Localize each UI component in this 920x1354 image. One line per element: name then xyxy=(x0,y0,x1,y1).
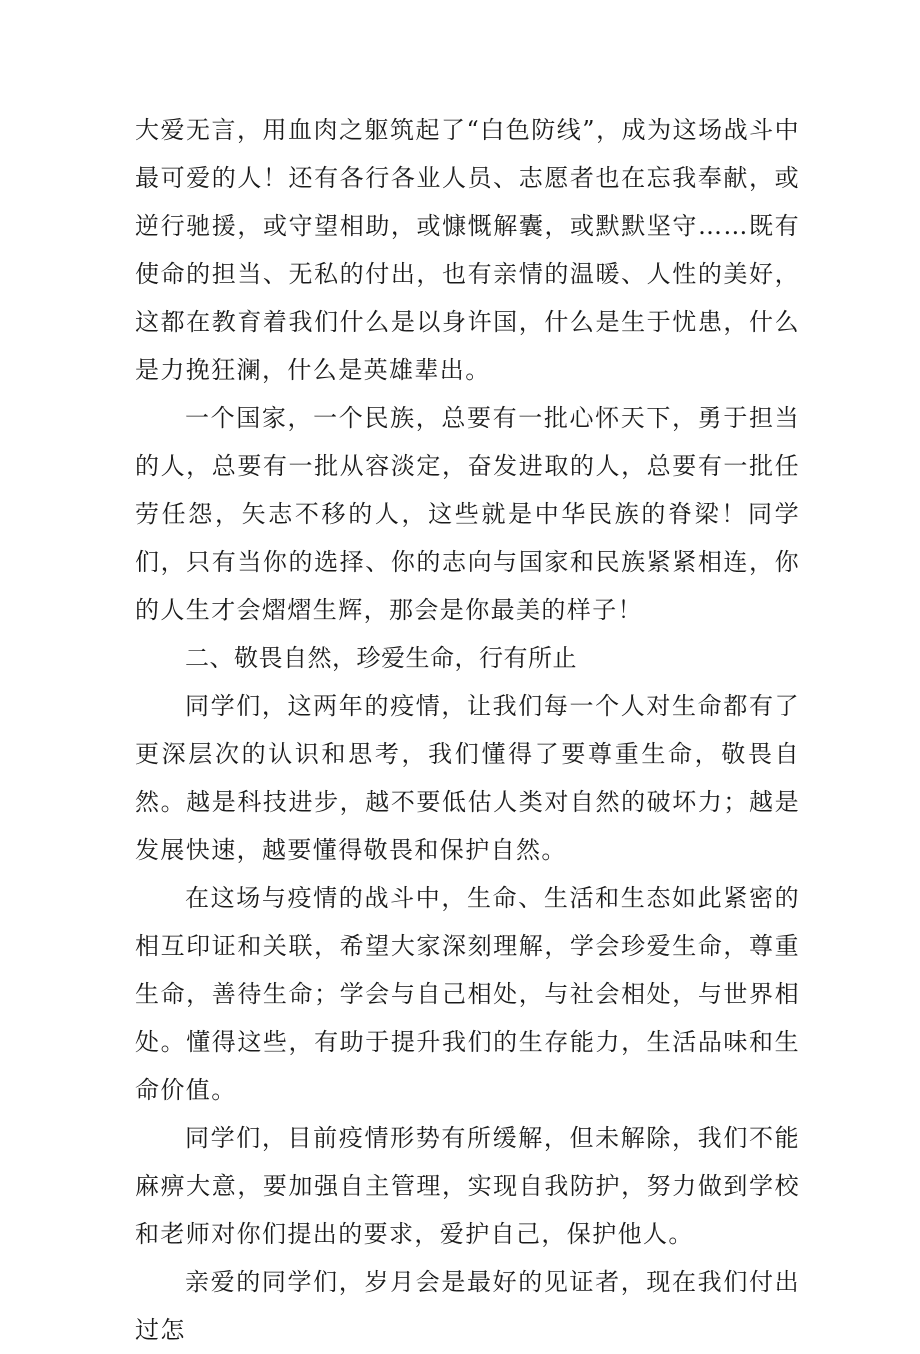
paragraph-continued: 大爱无言，用血肉之躯筑起了“白色防线”，成为这场战斗中最可爱的人！还有各行各业人员、志愿者也在忘我奉献，或逆行驰援，或守望相助，或慷慨解囊，或默默坚守……既有使命的担当、无私的付出，也有亲情的温暖、人性的美好，这都在教育着我们什么是以身许国，什么是生于忧患，什么是力挽狂澜，什么是英雄辈出。 xyxy=(135,116,800,384)
paragraph: 在这场与疫情的战斗中，生命、生活和生态如此紧密的相互印证和关联，希望大家深刻理解，学会珍爱生命，尊重生命，善待生命；学会与自己相处，与社会相处，与世界相处。懂得这些，有助于提升我们的生存能力，生活品味和生命价值。 xyxy=(135,884,800,1104)
paragraph-truncated: 亲爱的同学们，岁月会是最好的见证者，现在我们付出过怎 xyxy=(135,1268,800,1344)
paragraph: 同学们，目前疫情形势有所缓解，但未解除，我们不能麻痹大意，要加强自主管理，实现自我防护，努力做到学校和老师对你们提出的要求，爱护自己，保护他人。 xyxy=(135,1124,800,1248)
paragraph: 同学们，这两年的疫情，让我们每一个人对生命都有了更深层次的认识和思考，我们懂得了要尊重生命，敬畏自然。越是科技进步，越不要低估人类对自然的破坏力；越是发展快速，越要懂得敬畏和保护自然。 xyxy=(135,692,800,864)
paragraph: 一个国家，一个民族，总要有一批心怀天下，勇于担当的人，总要有一批从容淡定，奋发进取的人，总要有一批任劳任怨，矢志不移的人，这些就是中华民族的脊梁！同学们，只有当你的选择、你的志向与国家和民族紧紧相连，你的人生才会熠熠生辉，那会是你最美的样子！ xyxy=(135,404,800,624)
document-body xyxy=(135,106,800,1354)
section-heading: 二、敬畏自然，珍爱生命，行有所止 xyxy=(185,644,577,672)
